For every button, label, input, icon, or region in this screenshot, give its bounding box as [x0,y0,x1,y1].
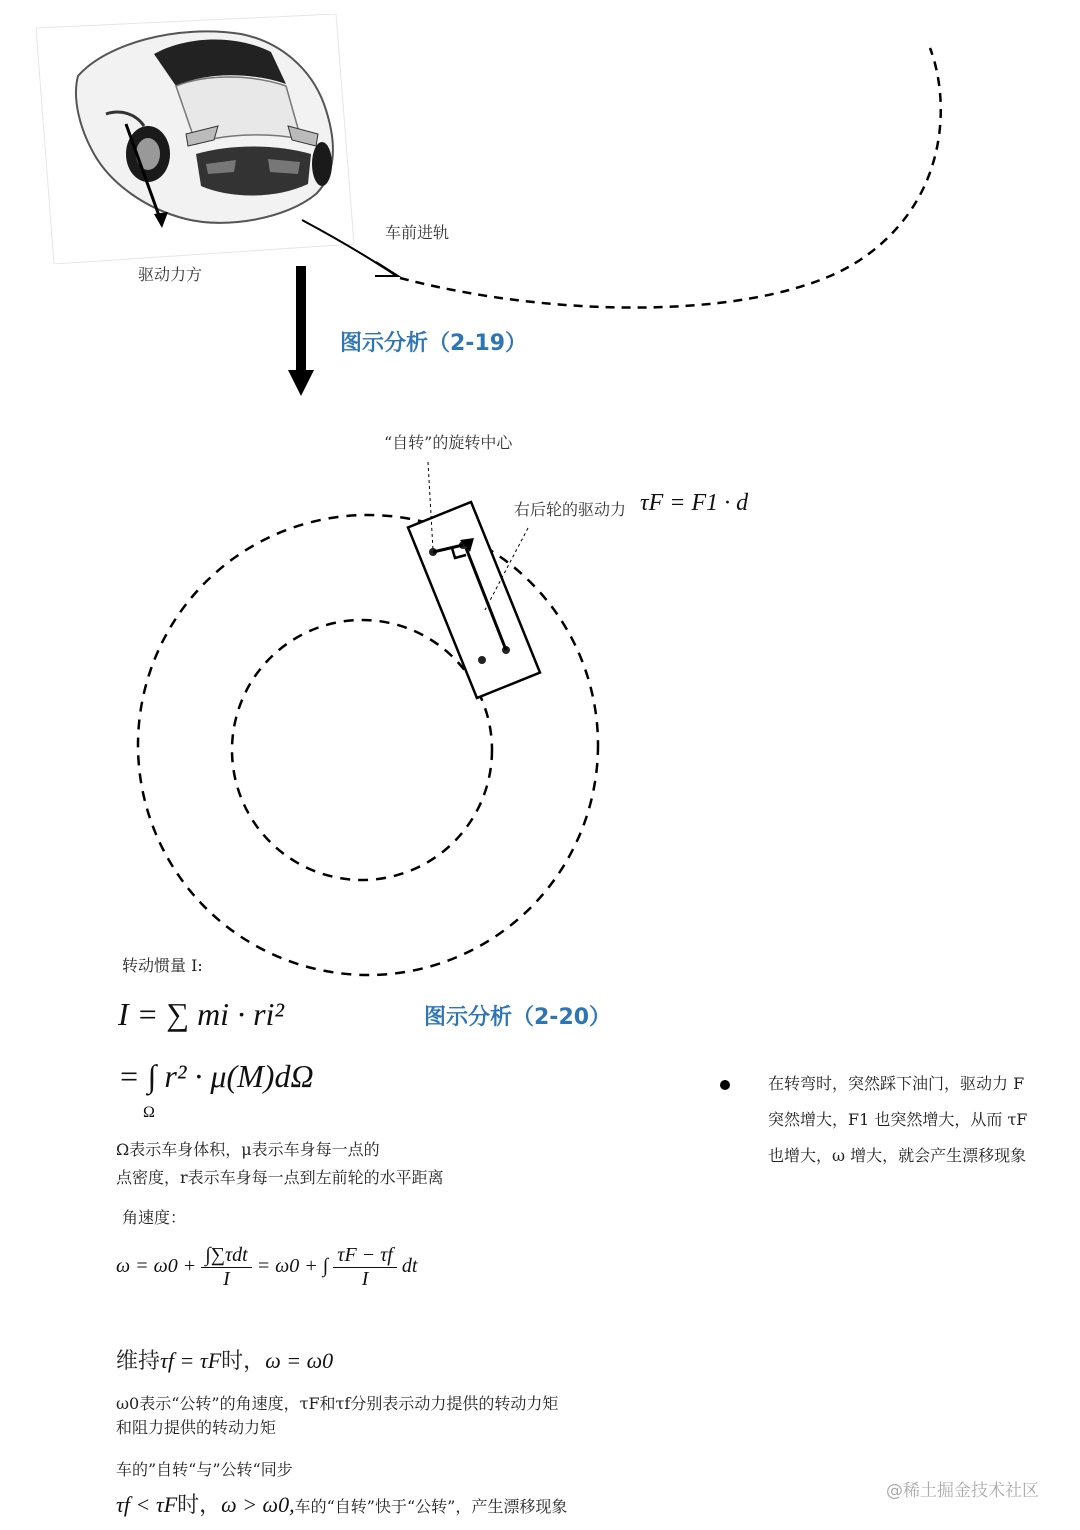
angular-velocity-label: 角速度： [122,1208,187,1227]
drift-math-1: τf < τF [116,1492,178,1517]
outer-dashed-circle [138,515,598,975]
omega0-definition-1: ω0表示“公转”的角速度，τF和τf分别表示动力提供的转动力矩 [116,1394,559,1413]
inertia-formula-line2: = ∫ r² · μ(M)dΩ [118,1058,314,1094]
drift-mid: 时， [177,1493,222,1518]
maintain-math: τf = τF [160,1348,222,1373]
omega-suffix: dt [401,1255,418,1278]
omega-fraction-1-den: I [223,1268,230,1290]
car-body-rectangle [408,502,540,698]
sync-statement: 车的”自转“与”公转“同步 [116,1460,293,1479]
omega-definition-1: Ω表示车身体积，μ表示车身每一点的 [116,1140,380,1159]
omega-prefix: ω = ω0 + [116,1255,197,1278]
bullet-paragraph [768,1066,1068,1174]
angular-velocity-formula [116,1244,417,1291]
omega-fraction-1 [201,1244,251,1291]
omega-fraction-2-num: τF − τf [333,1244,397,1268]
drift-result: 车的“自转”快于“公转”，产生漂移现象 [294,1497,568,1516]
drift-math-2: ω > ω0, [221,1492,295,1517]
rear-right-drive-label: 右后轮的驱动力 [514,500,627,519]
maintain-result: ω = ω0 [265,1348,334,1373]
maintain-mid: 时， [221,1349,266,1374]
bullet-line-3: 也增大，ω 增大，就会产生漂移现象 [768,1146,1027,1165]
drive-torque-formula: τF = F1 · d [640,490,749,516]
trajectory-arrow-head [375,262,398,276]
omega-fraction-2 [333,1244,397,1291]
omega-fraction-2-den: I [361,1268,369,1290]
figure-caption-2-19: 图示分析（2-19） [340,331,528,356]
bullet-dot [720,1080,730,1090]
down-arrow-head [288,370,314,396]
down-arrow-shaft [296,266,306,372]
inertia-formula-line1: I = ∑ mi · ri² [118,996,284,1032]
maintain-condition [116,1344,333,1375]
omega0-definition-2: 和阻力提供的转动力矩 [116,1418,277,1437]
inner-dashed-circle [232,620,492,880]
forward-trajectory [0,0,1080,420]
figure-caption-2-20: 图示分析（2-20） [424,1005,612,1030]
omega-fraction-1-num: ∫∑τdt [201,1244,251,1268]
omega-definition-2: 点密度，r表示车身每一点到左前轮的水平距离 [116,1168,444,1187]
inertia-label [122,952,203,980]
inertia-label-text: 转动惯量 I: [122,956,203,975]
omega-mid: = ω0 + ∫ [256,1255,329,1278]
rear-left-wheel [478,656,486,664]
maintain-prefix: 维持 [116,1349,161,1374]
bullet-line-2: 突然增大，F1 也突然增大，从而 τF [768,1110,1028,1129]
forward-track-label: 车前进轨 [385,223,450,242]
watermark: @稀土掘金技术社区 [886,1481,1039,1501]
rotation-center-label: “自转”的旋转中心 [384,433,513,452]
trajectory-dashed-arc [400,48,941,308]
drift-condition [116,1488,567,1521]
drive-direction-label: 驱动力方 [138,265,203,284]
bullet-line-1: 在转弯时，突然踩下油门，驱动力 F [768,1074,1025,1093]
inertia-integral-domain: Ω [143,1104,155,1121]
trajectory-arrow-curve [302,220,395,275]
